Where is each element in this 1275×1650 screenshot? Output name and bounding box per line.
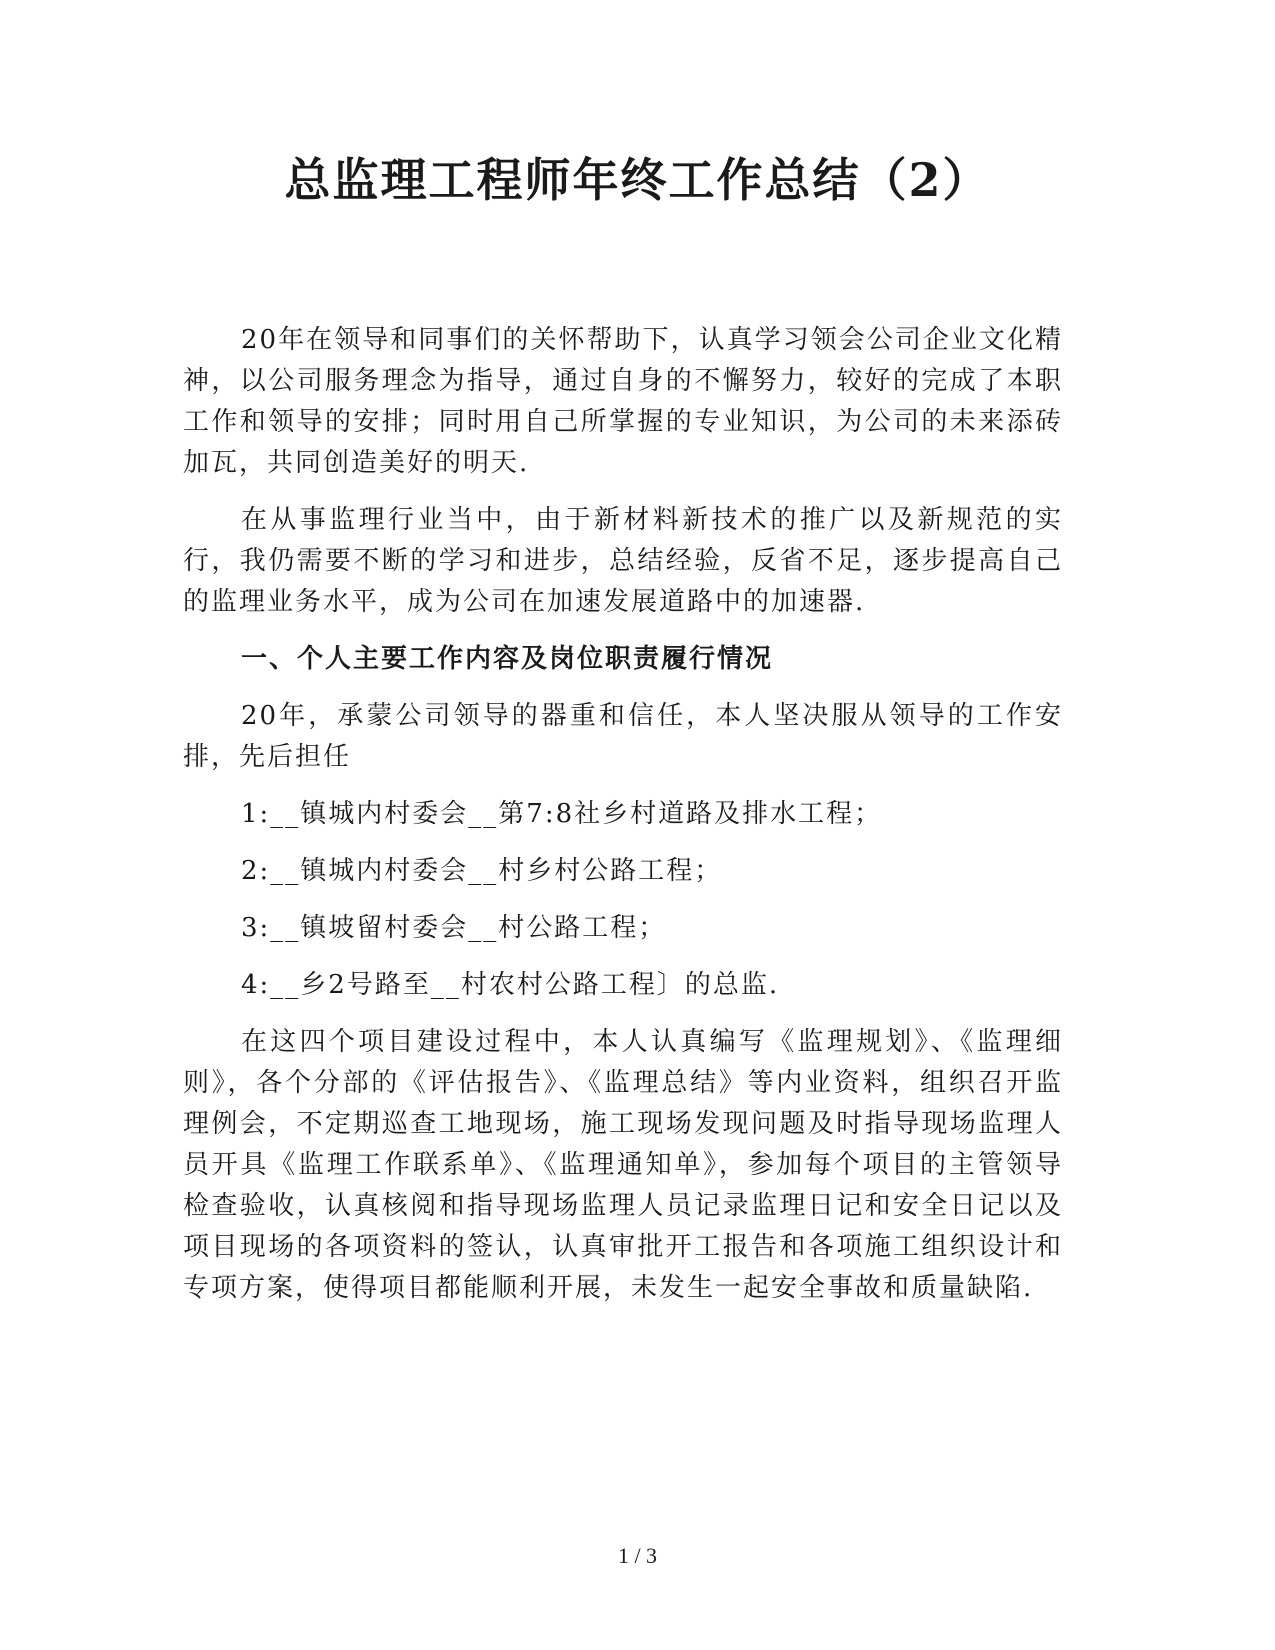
paragraph: 在从事监理行业当中，由于新材料新技术的推广以及新规范的实行，我仍需要不断的学习和进步，总结经验，反省不足，逐步提高自己的监理业务水平，成为公司在加速发展道路中的加速器. — [183, 505, 1063, 617]
section-heading: 一、个人主要工作内容及岗位职责履行情况 — [241, 644, 774, 674]
document-body — [183, 320, 1063, 1325]
document-title: 总监理工程师年终工作总结（2） — [284, 153, 991, 207]
paragraph: 20年在领导和同事们的关怀帮助下，认真学习领会公司企业文化精神，以公司服务理念为指导，通过自身的不懈努力，较好的完成了本职工作和领导的安排；同时用自己所掌握的专业知识，为公司的未来添砖加瓦，共同创造美好的明天. — [183, 325, 1063, 478]
page-number: 1 / 3 — [617, 1543, 658, 1568]
project-item: 4:__乡2号路至__村农村公路工程〕的总监. — [241, 970, 780, 1000]
project-item: 2:__镇城内村委会__村乡村公路工程； — [241, 856, 723, 886]
project-item: 1:__镇城内村委会__第7:8社乡村道路及排水工程； — [241, 799, 883, 829]
paragraph: 20年，承蒙公司领导的器重和信任，本人坚决服从领导的工作安排，先后担任 — [183, 701, 1063, 772]
paragraph: 在这四个项目建设过程中，本人认真编写《监理规划》、《监理细则》，各个分部的《评估报告》、《监理总结》等内业资料，组织召开监理例会，不定期巡查工地现场，施工现场发现问题及时指导现场监理人员开具《监理工作联系单》、《监理通知单》，参加每个项目的主管领导检查验收，认真核阅和指导现场监理人员记录监理日记和安全日记以及项目现场的各项资料的签认，认真审批开工报告和各项施工组织设计和专项方案，使得项目都能顺利开展，未发生一起安全事故和质量缺陷. — [183, 1027, 1063, 1303]
project-item: 3:__镇坡留村委会__村公路工程； — [241, 913, 667, 943]
